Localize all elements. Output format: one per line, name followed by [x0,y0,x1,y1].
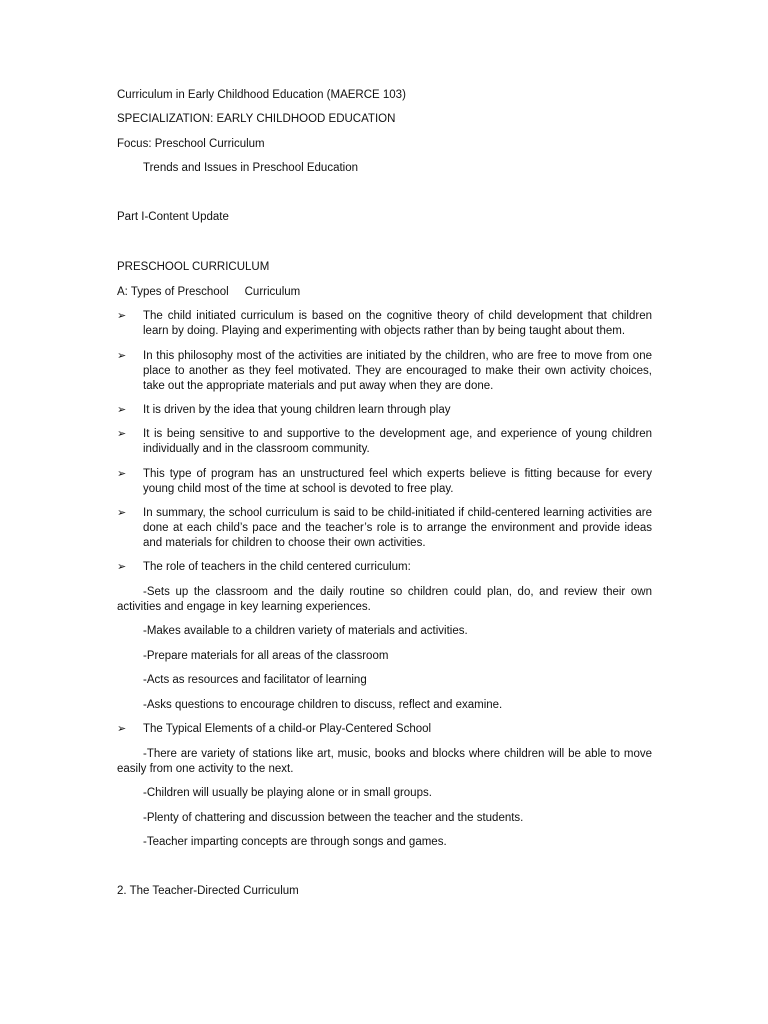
role-paragraph: -Makes available to a children variety of materials and activities. [143,625,468,637]
bullet-text: It is being sensitive to and supportive to the development age, and experience of young children individually and in the classroom community. [143,428,652,455]
arrow-bullet-icon: ➢ [117,561,127,573]
bullet-text: The role of teachers in the child centered curriculum: [143,561,411,573]
arrow-bullet-icon: ➢ [117,507,127,519]
element-paragraph: -There are variety of stations like art, music, books and blocks where children will be able to move easily from one activity to the next. [117,748,652,775]
next-section-heading: 2. The Teacher-Directed Curriculum [117,885,299,897]
element-paragraph: -Plenty of chattering and discussion between the teacher and the students. [143,812,524,824]
role-paragraph: -Asks questions to encourage children to discuss, reflect and examine. [143,699,503,711]
bullet-text: The Typical Elements of a child-or Play-Centered School [143,723,432,735]
bullet-text: The child initiated curriculum is based on the cognitive theory of child development that children learn by doing. Playing and experimenting with objects rather than by being taught about them. [143,310,652,337]
arrow-bullet-icon: ➢ [117,350,127,362]
arrow-bullet-icon: ➢ [117,404,127,416]
section-title: PRESCHOOL CURRICULUM [117,261,270,273]
focus-line: Focus: Preschool Curriculum [117,138,265,150]
arrow-bullet-icon: ➢ [117,310,127,322]
subsection-title: A: Types of Preschool Curriculum [117,286,301,298]
arrow-bullet-icon: ➢ [117,428,127,440]
specialization: SPECIALIZATION: EARLY CHILDHOOD EDUCATION [117,113,396,125]
subfocus-line: Trends and Issues in Preschool Education [143,162,359,174]
course-title: Curriculum in Early Childhood Education (MAERCE 103) [117,89,406,101]
arrow-bullet-icon: ➢ [117,723,127,735]
bullet-text: In summary, the school curriculum is said to be child-initiated if child-centered learning activities are done at each child’s pace and the teacher’s role is to arrange the environment and provide ideas and materials for children to choose their own activities. [143,507,652,549]
bullet-text: It is driven by the idea that young children learn through play [143,404,451,416]
bullet-text: In this philosophy most of the activities are initiated by the children, who are free to move from one place to another as they feel motivated. They are encouraged to make their own activity choices, take out the appropriate materials and put away when they are done. [143,350,652,392]
element-paragraph: -Children will usually be playing alone or in small groups. [143,787,432,799]
role-paragraph: -Prepare materials for all areas of the classroom [143,650,389,662]
role-paragraph: -Acts as resources and facilitator of learning [143,674,367,686]
arrow-bullet-icon: ➢ [117,468,127,480]
role-paragraph: -Sets up the classroom and the daily routine so children could plan, do, and review their own activities and engage in key learning experiences. [117,586,652,613]
bullet-text: This type of program has an unstructured feel which experts believe is fitting because for every young child most of the time at school is devoted to free play. [143,468,652,495]
part-heading: Part I-Content Update [117,211,229,223]
element-paragraph: -Teacher imparting concepts are through songs and games. [143,836,447,848]
